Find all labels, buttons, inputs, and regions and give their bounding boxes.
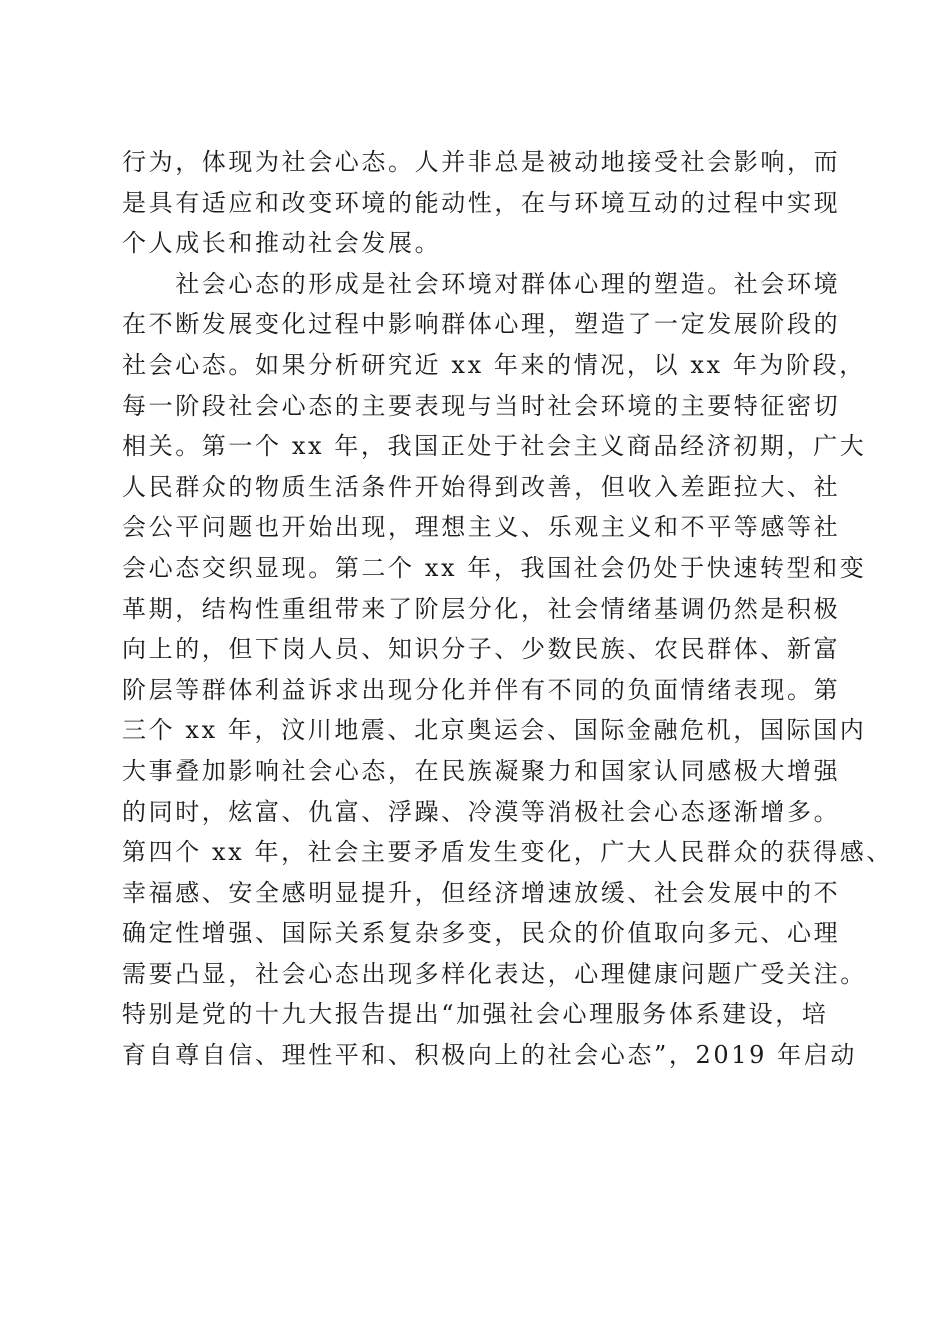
text-line: 向上的，但下岗人员、知识分子、少数民族、农民群体、新富 <box>122 635 841 664</box>
text-line: 的同时，炫富、仇富、浮躁、冷漠等消极社会心态逐渐增多。 <box>122 797 841 826</box>
text-line: 育自尊自信、理性平和、积极向上的社会心态”，2019 年启动 <box>122 1041 857 1070</box>
text-line: 在不断发展变化过程中影响群体心理，塑造了一定发展阶段的 <box>122 310 841 339</box>
text-line: 第四个 xx 年，社会主要矛盾发生变化，广大人民群众的获得感、 <box>122 838 893 867</box>
text-line: 每一阶段社会心态的主要表现与当时社会环境的主要特征密切 <box>122 391 841 420</box>
text-line: 社会心态。如果分析研究近 xx 年来的情况，以 xx 年为阶段， <box>122 350 866 379</box>
text-line: 三个 xx 年，汶川地震、北京奥运会、国际金融危机，国际国内 <box>122 716 867 745</box>
text-line: 需要凸显，社会心态出现多样化表达，心理健康问题广受关注。 <box>122 959 867 988</box>
text-line: 人民群众的物质生活条件开始得到改善，但收入差距拉大、社 <box>122 472 841 501</box>
text-line: 会公平问题也开始出现，理想主义、乐观主义和不平等感等社 <box>122 513 841 542</box>
text-line: 行为，体现为社会心态。人并非总是被动地接受社会影响，而 <box>122 148 841 176</box>
text-line: 特别是党的十九大报告提出“加强社会心理服务体系建设，培 <box>122 1000 829 1029</box>
text-line: 会心态交织显现。第二个 xx 年，我国社会仍处于快速转型和变 <box>122 553 867 582</box>
text-line: 确定性增强、国际关系复杂多变，民众的价值取向多元、心理 <box>122 919 841 948</box>
body-text <box>122 142 893 1076</box>
text-line: 是具有适应和改变环境的能动性，在与环境互动的过程中实现 <box>122 188 841 217</box>
text-line: 个人成长和推动社会发展。 <box>122 229 442 258</box>
text-line: 幸福感、安全感明显提升，但经济增速放缓、社会发展中的不 <box>122 878 841 907</box>
text-line: 阶层等群体利益诉求出现分化并伴有不同的负面情绪表现。第 <box>122 675 841 704</box>
text-line: 社会心态的形成是社会环境对群体心理的塑造。社会环境 <box>122 269 841 298</box>
text-line: 相关。第一个 xx 年，我国正处于社会主义商品经济初期，广大 <box>122 432 867 461</box>
text-line: 革期，结构性重组带来了阶层分化，社会情绪基调仍然是积极 <box>122 594 841 623</box>
text-line: 大事叠加影响社会心态，在民族凝聚力和国家认同感极大增强 <box>122 756 841 785</box>
